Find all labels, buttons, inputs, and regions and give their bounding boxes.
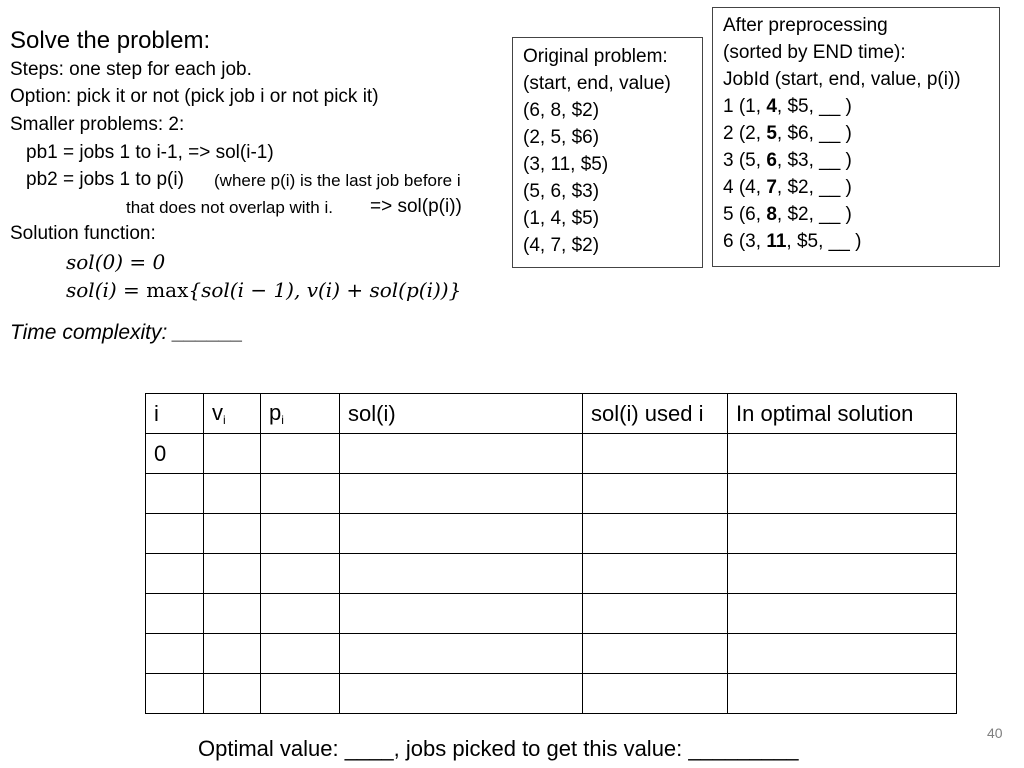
footer-optimal-value: Optimal value: ____, jobs picked to get this value: _________ <box>198 736 799 761</box>
cell-optimal[interactable] <box>728 674 957 714</box>
header-v <box>204 394 261 434</box>
original-row: (1, 4, $5) <box>523 208 600 229</box>
table-row <box>146 474 957 514</box>
time-complexity: Time complexity: ______ <box>10 321 244 344</box>
row-prefix: 3 (5, <box>723 150 767 171</box>
cell-i[interactable] <box>146 554 204 594</box>
cell-used[interactable] <box>583 434 728 474</box>
recurrence-max: max <box>146 278 189 302</box>
row-prefix: 2 (2, <box>723 123 767 144</box>
sorted-row <box>723 231 861 253</box>
cell-i[interactable]: 0 <box>146 434 204 474</box>
cell-i[interactable] <box>146 514 204 554</box>
page-number: 40 <box>987 725 1003 741</box>
cell-used[interactable] <box>583 594 728 634</box>
cell-used[interactable] <box>583 554 728 594</box>
cell-p[interactable] <box>261 514 340 554</box>
row-end-time: 4 <box>766 96 777 117</box>
steps-text: Steps: one step for each job. <box>10 59 252 80</box>
cell-p[interactable] <box>261 554 340 594</box>
dp-table <box>145 393 957 714</box>
cell-v[interactable] <box>204 474 261 514</box>
table-row <box>146 634 957 674</box>
cell-sol[interactable] <box>340 634 583 674</box>
recurrence-lhs: sol(i) = <box>66 278 147 302</box>
row-suffix: , $3, __ ) <box>776 150 852 171</box>
solution-function-label: Solution function: <box>10 223 156 244</box>
cell-optimal[interactable] <box>728 554 957 594</box>
table-row <box>146 594 957 634</box>
cell-optimal[interactable] <box>728 514 957 554</box>
row-end-time: 8 <box>766 204 777 225</box>
header-used: sol(i) used i <box>583 394 728 434</box>
pb2-arrow: => sol(p(i)) <box>370 196 462 217</box>
original-columns: (start, end, value) <box>523 73 671 94</box>
cell-p[interactable] <box>261 674 340 714</box>
original-header: Original problem: <box>523 46 668 67</box>
pb2-text: pb2 = jobs 1 to p(i) <box>26 169 184 190</box>
row-end-time: 11 <box>766 231 787 252</box>
cell-i[interactable] <box>146 674 204 714</box>
cell-v[interactable] <box>204 594 261 634</box>
cell-sol[interactable] <box>340 554 583 594</box>
row-end-time: 5 <box>766 123 777 144</box>
cell-i[interactable] <box>146 474 204 514</box>
original-row: (4, 7, $2) <box>523 235 600 256</box>
header-sol: sol(i) <box>340 394 583 434</box>
cell-sol[interactable] <box>340 674 583 714</box>
cell-used[interactable] <box>583 674 728 714</box>
table-row <box>146 674 957 714</box>
pb2-note-continued: that does not overlap with i. <box>126 198 333 217</box>
table-row <box>146 554 957 594</box>
table-row <box>146 514 957 554</box>
table-row <box>146 434 957 474</box>
sorted-row <box>723 150 852 172</box>
cell-p[interactable] <box>261 474 340 514</box>
pb2-note: (where p(i) is the last job before i <box>214 171 461 190</box>
sorted-columns: JobId (start, end, value, p(i)) <box>723 69 961 90</box>
cell-used[interactable] <box>583 514 728 554</box>
cell-optimal[interactable] <box>728 434 957 474</box>
recurrence-rhs: {sol(i − 1), v(i) + sol(p(i))} <box>188 278 462 302</box>
sorted-jobs-box <box>712 7 1000 267</box>
pb1-text: pb1 = jobs 1 to i-1, => sol(i-1) <box>26 142 274 163</box>
row-suffix: , $2, __ ) <box>776 204 852 225</box>
cell-optimal[interactable] <box>728 634 957 674</box>
cell-sol[interactable] <box>340 514 583 554</box>
sorted-header: After preprocessing <box>723 15 888 36</box>
row-prefix: 5 (6, <box>723 204 767 225</box>
cell-v[interactable] <box>204 634 261 674</box>
header-p-subscript: i <box>281 413 284 427</box>
original-problem-box <box>512 37 703 268</box>
original-row: (2, 5, $6) <box>523 127 600 148</box>
original-row: (5, 6, $3) <box>523 181 600 202</box>
table-header-row <box>146 394 957 434</box>
cell-sol[interactable] <box>340 434 583 474</box>
original-row: (6, 8, $2) <box>523 100 600 121</box>
cell-p[interactable] <box>261 634 340 674</box>
header-i: i <box>146 394 204 434</box>
cell-optimal[interactable] <box>728 474 957 514</box>
recurrence-formula <box>66 278 461 302</box>
row-suffix: , $5, __ ) <box>776 96 852 117</box>
cell-v[interactable] <box>204 554 261 594</box>
row-suffix: , $6, __ ) <box>776 123 852 144</box>
sorted-row <box>723 204 852 226</box>
option-text: Option: pick it or not (pick job i or not pick it) <box>10 86 379 107</box>
cell-sol[interactable] <box>340 594 583 634</box>
base-case-formula: sol(0) = 0 <box>66 250 166 274</box>
cell-used[interactable] <box>583 634 728 674</box>
row-end-time: 6 <box>766 150 777 171</box>
cell-i[interactable] <box>146 634 204 674</box>
header-v-label: v <box>212 400 223 425</box>
sorted-row <box>723 96 852 118</box>
sorted-row <box>723 123 852 145</box>
row-prefix: 4 (4, <box>723 177 767 198</box>
header-p <box>261 394 340 434</box>
header-v-subscript: i <box>223 413 226 427</box>
cell-i[interactable] <box>146 594 204 634</box>
cell-sol[interactable] <box>340 474 583 514</box>
sorted-subheader: (sorted by END time): <box>723 42 906 63</box>
cell-optimal[interactable] <box>728 594 957 634</box>
problem-title: Solve the problem: <box>10 27 211 54</box>
cell-used[interactable] <box>583 474 728 514</box>
row-prefix: 1 (1, <box>723 96 767 117</box>
cell-v[interactable] <box>204 434 261 474</box>
cell-v[interactable] <box>204 674 261 714</box>
row-end-time: 7 <box>766 177 777 198</box>
smaller-problems-text: Smaller problems: 2: <box>10 114 185 135</box>
original-row: (3, 11, $5) <box>523 154 609 175</box>
cell-v[interactable] <box>204 514 261 554</box>
header-optimal: In optimal solution <box>728 394 957 434</box>
cell-p[interactable] <box>261 434 340 474</box>
sorted-row <box>723 177 852 199</box>
cell-p[interactable] <box>261 594 340 634</box>
row-suffix: , $5, __ ) <box>786 231 862 252</box>
row-prefix: 6 (3, <box>723 231 767 252</box>
header-p-label: p <box>269 400 282 425</box>
row-suffix: , $2, __ ) <box>776 177 852 198</box>
